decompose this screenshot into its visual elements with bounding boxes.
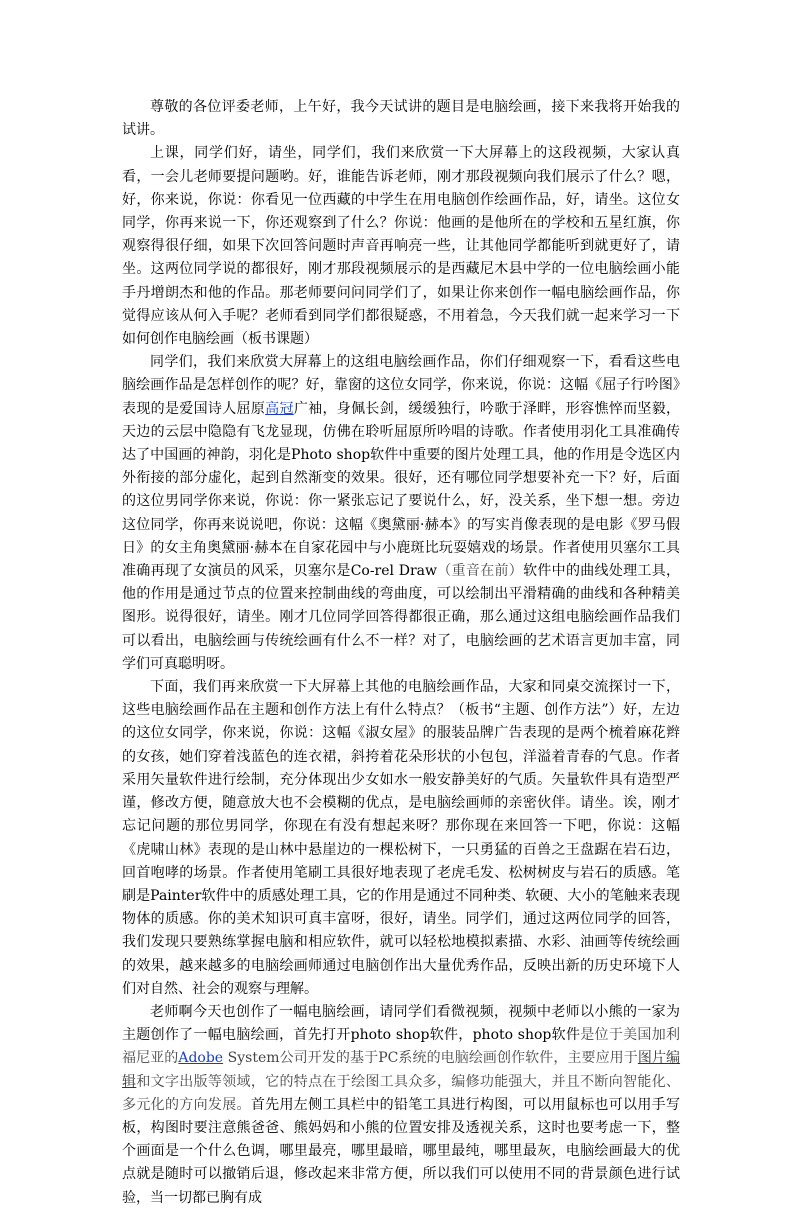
text-segment: 和文字出版等领域，它的特点在于绘图工具众多，编修功能强大，并且不断向智能化、多元化的方向发展。 <box>122 1073 681 1113</box>
text-segment: 上课，同学们好，请坐，同学们，我们来欣赏一下大屏幕上的这段视频，大家认真看，一会儿老师要提问题哟。好，谁能告诉老师，刚才那段视频向我们展示了什么？嗯，好，你来说，你说：你看见一位西藏的中学生在用电脑创作绘画作品，好，请坐。这位女同学，你再来说一下，你还观察到了什么？你说：他画的是他所在的学校和五星红旗，你观察得很仔细，如果下次回答问题时声音再响亮一些，让其他同学都能听到就更好了，请坐。这两位同学说的都很好，刚才那段视频展示的是西藏尼木县中学的一位电脑绘画小能手丹增朗杰和他的作品。那老师要问问同学们了，如果让你来创作一幅电脑绘画作品，你觉得应该从何入手呢？老师看到同学们都很疑惑，不用着急，今天我们就一起来学习一下如何创作电脑绘画（板书课题） <box>122 145 680 348</box>
text-segment: 同学们，我们来欣赏大屏幕上的这组电脑绘画作品，你们仔细观察一下，看看这些电脑绘画作品是怎样创作的呢？好，靠窗的这位女同学，你来说，你说：这幅《屈子行吟图》表现的是爱国诗人屈原 <box>122 354 680 417</box>
hyperlink[interactable]: 图片编辑 <box>122 1050 681 1090</box>
text-segment: 下面，我们再来欣赏一下大屏幕上其他的电脑绘画作品，大家和同桌交流探讨一下，这些电脑绘画作品在主题和创作方法上有什么特点？（板书“主题、创作方法”）好，左边的这位女同学，你来说，你说：这幅《淑女屋》的服装品牌广告表现的是两个梳着麻花辫的女孩，她们穿着浅蓝色的连衣裙，斜挎着花朵形状的小包包，洋溢着青春的气息。作者采用矢量软件进行绘制，充分体现出少女如水一般安静美好的气质。矢量软件具有造型严谨，修改方便，随意放大也不会模糊的优点，是电脑绘画师的亲密伙伴。请坐。诶，刚才忘记问题的那位男同学，你现在有没有想起来呀？那你现在来回答一下吧，你说：这幅《虎啸山林》表现的是山林中悬崖边的一棵松树下，一只勇猛的百兽之王盘踞在岩石边，回首咆哮的场景。作者使用笔刷工具很好地表现了老虎毛发、松树树皮与岩石的质感。笔刷是Painter软件中的质感处理工具，它的作用是通过不同种类、软硬、大小的笔触来表现物体的质感。你的美术知识可真丰富呀，很好，请坐。同学们，通过这两位同学的回答，我们发现只要熟练掌握电脑和相应软件，就可以轻松地模拟素描、水彩、油画等传统绘画的效果，越来越多的电脑绘画师通过电脑创作出大量优秀作品，反映出新的历史环境下人们对自然、社会的观察与理解。 <box>122 679 680 997</box>
paragraph-p3 <box>122 351 680 676</box>
paragraph-p1 <box>122 96 680 142</box>
paragraph-p4 <box>122 676 680 1001</box>
hyperlink[interactable]: 高冠 <box>265 400 294 417</box>
text-segment: 尊敬的各位评委老师，上午好，我今天试讲的题目是电脑绘画，接下来我将开始我的试讲。 <box>122 99 680 139</box>
text-segment: System <box>223 1050 280 1067</box>
text-segment: 公司开发的基于 <box>279 1050 379 1067</box>
text-segment: （重音在前） <box>437 563 524 580</box>
text-segment: 首先用左侧工具栏中的铅笔工具进行构图，可以用鼠标也可以用手写板，构图时要注意熊爸爸、熊妈妈和小熊的位置安排及透视关系，这时也要考虑一下，整个画面是一个什么色调，哪里最亮，哪里最暗，哪里最纯，哪里最灰，电脑绘画最大的优点就是随时可以撤销后退，修改起来非常方便，所以我们可以使用不同的背景颜色进行试验，当一切都已胸有成 <box>122 1096 680 1206</box>
text-segment: 老师啊今天也创作了一幅电脑绘画，请同学们看微视频，视频中老师以小熊的一家为主题创作了一幅电脑绘画，首先打开photo shop软件，photo shop软件 <box>122 1003 680 1044</box>
document-body <box>122 96 680 1210</box>
paragraph-p5 <box>122 1001 680 1210</box>
text-segment: 广袖，身佩长剑，缓缓独行，吟歌于泽畔，形容憔悴而坚毅，天边的云层中隐隐有飞龙显现，仿佛在聆听屈原所吟唱的诗歌。作者使用羽化工具准确传达了中国画的神韵，羽化是Photo shop软件中重要的图片处理工具，他的作用是令选区内外衔接的部分虚化，起到自然渐变的效果。很好，还有哪位同学想要补充一下？好，后面的这位男同学你来说，你说：你一紧张忘记了要说什么，好，没关系，坐下想一想。旁边这位同学，你再来说说吧，你说：这幅《奥黛丽·赫本》的写实肖像表现的是电影《罗马假日》的女主角奥黛丽·赫本在自家花园中与小鹿斑比玩耍嬉戏的场景。作者使用贝塞尔工具准确再现了女演员的风采，贝塞尔是Co-rel Draw <box>122 400 681 580</box>
hyperlink[interactable]: Adobe <box>178 1050 224 1067</box>
text-segment: 软件中的曲线处理工具，他的作用是通过节点的位置来控制曲线的弯曲度，可以绘制出平滑精确的曲线和各种精美图形。说得很好，请坐。刚才几位同学回答得都很正确，那么通过这组电脑绘画作品我们可以看出，电脑绘画与传统绘画有什么不一样？对了，电脑绘画的艺术语言更加丰富，同学们可真聪明呀。 <box>122 563 681 672</box>
text-segment: PC <box>378 1050 399 1067</box>
text-segment: 系统的电脑绘画创作软件，主要应用于 <box>398 1050 638 1067</box>
paragraph-p2 <box>122 142 680 351</box>
text-segment: 是位于美国加利福尼亚的 <box>122 1027 681 1067</box>
